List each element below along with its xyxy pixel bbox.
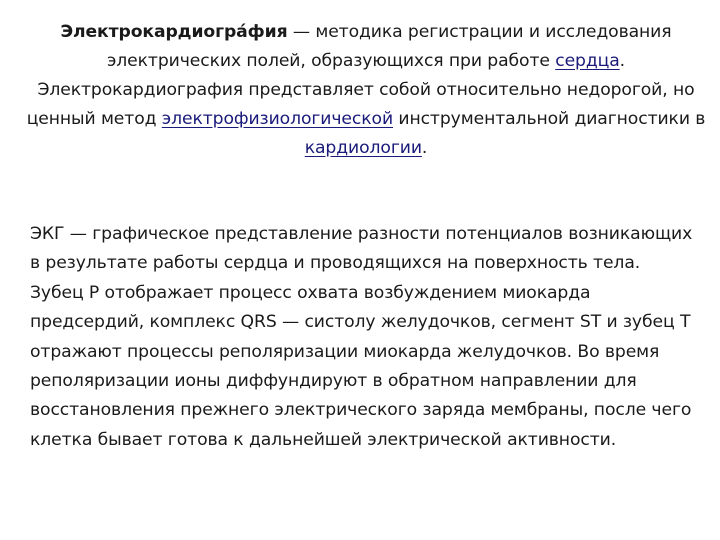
intro-text-1: — методика регистрации и исследования электрических полей, образующихся при работе [106,22,672,71]
body-text [30,220,706,455]
waves-description-paragraph: Зубец P отображает процесс охвата возбуждением миокарда предсердий, комплекс QRS — систолу желудочков, сегмент ST и зубец T отражают процессы реполяризации миокарда желудочков. Во время реполяризации ионы диффундируют в обратном направлении для восстановления прежнего электрического заряда мембраны, после чего клетка бывает готова к дальнейшей электрической активности. [30,282,692,450]
intro-text-4: . [421,138,428,158]
intro-text-2: . Электрокардиография представляет собой относительно недорогой, но ценный метод [26,51,695,129]
term-heading: Электрокардиогра́фия [60,22,288,42]
ecg-definition-paragraph: ЭКГ — графическое представление разности потенциалов возникающих в результате работы сердца и проводящихся на поверхность тела. [30,224,693,274]
electrophysiology-link[interactable]: электрофизиологической [161,109,394,129]
intro-paragraph [22,18,710,163]
intro-text-3: инструментальной диагностики в [393,109,706,129]
heart-link[interactable]: сердца [555,51,620,71]
cardiology-link[interactable]: кардиологии [304,138,422,158]
